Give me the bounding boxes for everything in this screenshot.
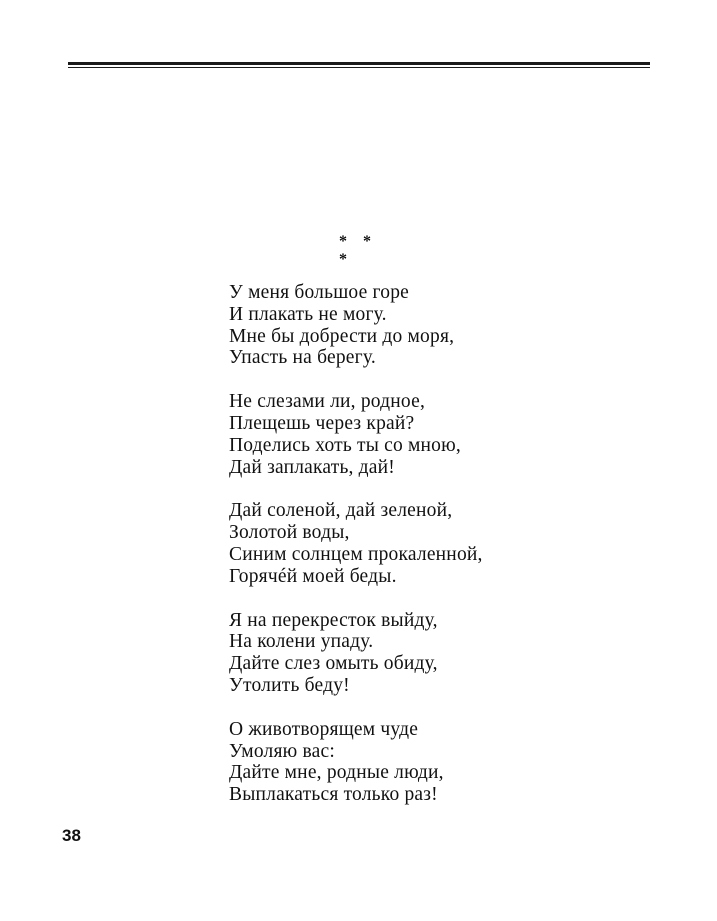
top-rule-thin — [68, 67, 650, 68]
poem-line: Дай заплакать, дай! — [229, 456, 395, 478]
stanza-1 — [229, 282, 529, 369]
poem-line: Горячéй моей беды. — [229, 565, 397, 587]
poem-line: Плещешь через край? — [229, 412, 415, 434]
poem-line: Мне бы добрести до моря, — [229, 325, 455, 347]
poem — [229, 282, 529, 828]
poem-line: Упасть на берегу. — [229, 347, 376, 369]
top-rule-thick — [68, 62, 650, 65]
poem-line: Дайте мне, родные люди, — [229, 762, 444, 784]
poem-line: Дай соленой, дай зеленой, — [229, 500, 453, 522]
poem-line: Выплакаться только раз! — [229, 784, 438, 806]
poem-line: На колени упаду. — [229, 631, 374, 653]
section-ornament: * * * — [339, 233, 377, 268]
page-number: 38 — [62, 826, 81, 845]
poem-line: У меня большое горе — [229, 282, 409, 303]
stanza-2 — [229, 391, 529, 478]
poem-line: Дайте слез омыть обиду, — [229, 653, 438, 675]
poem-line: Не слезами ли, родное, — [229, 391, 426, 413]
poem-line: Умоляю вас: — [229, 740, 335, 762]
poem-line: Утолить беду! — [229, 674, 350, 696]
poem-line: И плакать не могу. — [229, 303, 387, 325]
poem-line: Поделись хоть ты со мною, — [229, 434, 461, 456]
stanza-3 — [229, 500, 529, 587]
stanza-5 — [229, 719, 529, 806]
stanza-4 — [229, 610, 529, 697]
poem-line: О животворящем чуде — [229, 718, 419, 740]
poem-line: Золотой воды, — [229, 522, 350, 544]
poem-line: Синим солнцем прокаленной, — [229, 543, 483, 565]
poem-line: Я на перекресток выйду, — [229, 609, 438, 631]
